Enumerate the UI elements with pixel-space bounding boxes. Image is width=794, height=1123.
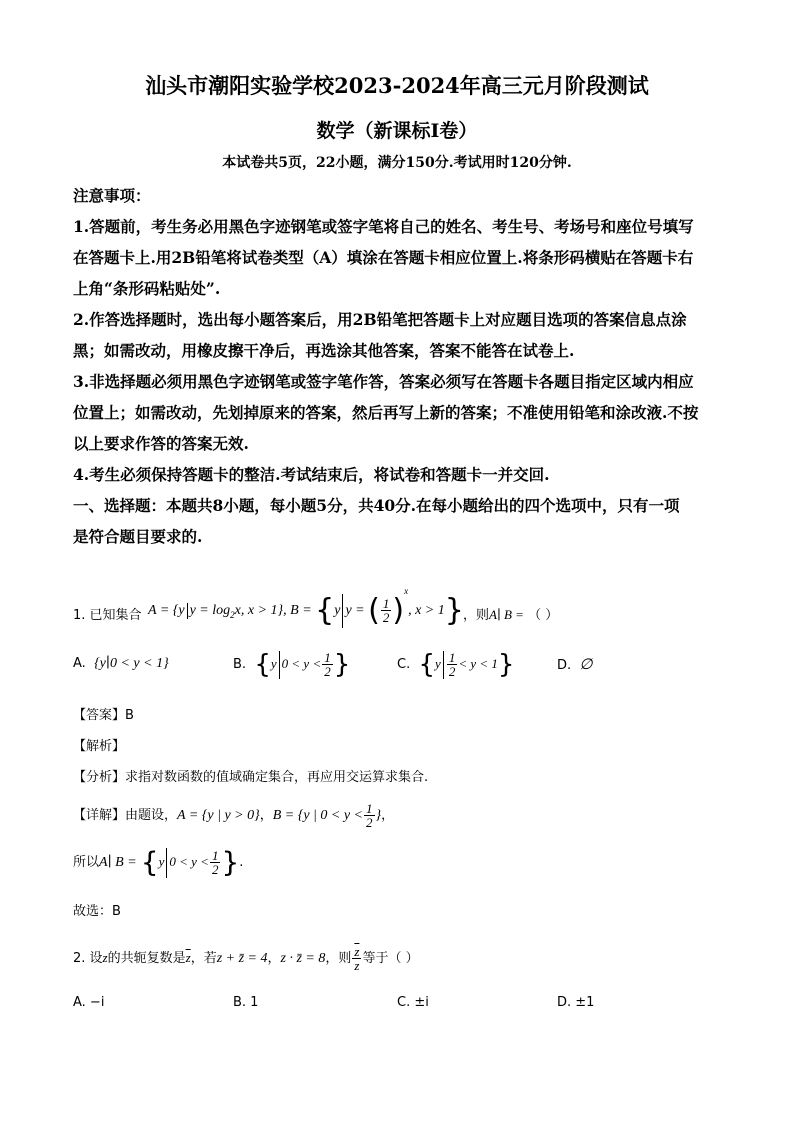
q2-option-a[interactable]: A. −i xyxy=(73,995,105,1010)
q1-choice: 故选：B xyxy=(73,904,121,919)
note-line: 4.考生必须保持答题卡的整洁.考试结束后，将试卷和答题卡一并交回. xyxy=(73,465,550,484)
q2-option-d[interactable]: D. ±1 xyxy=(557,995,595,1010)
q1-set-definition: A = {y $y = \log_2x$, x > 1}, B = {y y = ( $\frac{1}{2}$ )$^x$, x > 1} xyxy=(148,586,464,628)
exam-subtitle: 数学（新课标I卷） xyxy=(316,120,478,142)
note-line: 1.答题前，考生务必用黑色字迹钢笔或签字笔将自己的姓名、考生号、考场号和座位号填写 xyxy=(73,217,694,236)
note-line: 3.非选择题必须用黑色字迹钢笔或签字笔作答，答案必须写在答题卡各题目指定区域内相应 xyxy=(73,372,694,391)
q1-detail: 【详解】由题设，A = {y | y > 0}，B = {y | 0 < y < $\frac{1}{2}$ }， xyxy=(73,801,395,830)
exam-info: 本试卷共5页，22小题，满分150分.考试用时120分钟. xyxy=(222,155,572,171)
q2-stem: 2. 设z的共轭复数是$\overline{z}$，若z + z̄ = 4，z · z̄ = 8，则 $\frac{\overline{z}}{z}$ 等于（ ） xyxy=(73,944,419,973)
note-line: 黑；如需改动，用橡皮擦干净后，再选涂其他答案，答案不能答在试卷上. xyxy=(73,341,575,360)
section-heading: 一、选择题：本题共8小题，每小题5分，共40分.在每小题给出的四个选项中，只有一项 xyxy=(73,496,680,515)
note-line: 在答题卡上.用2B铅笔将试卷类型（A）填涂在答题卡相应位置上.将条形码横贴在答题卡右 xyxy=(73,248,694,267)
q1-answer: 【答案】B xyxy=(73,708,134,723)
q1-option-a[interactable]: A. {y∣0 < y < 1} xyxy=(73,656,169,671)
q1-option-c[interactable]: C. {y $\frac{1}{2}$ < y < 1} xyxy=(397,649,515,680)
note-line: 以上要求作答的答案无效. xyxy=(73,434,249,453)
note-line: 2.作答选择题时，选出每小题答案后，用2B铅笔把答题卡上对应题目选项的答案信息点涂 xyxy=(73,310,687,329)
note-line: 上角“条形码粘贴处”. xyxy=(73,279,221,298)
q1-option-b[interactable]: B. {y 0 < y < $\frac{1}{2}$ } xyxy=(233,649,351,680)
section-heading-cont: 是符合题目要求的. xyxy=(73,527,203,546)
q1-prefix: 1. 已知集合 xyxy=(73,608,142,623)
note-line: 位置上；如需改动，先划掉原来的答案，然后再写上新的答案；不准使用铅笔和涂改液.不按 xyxy=(73,403,699,422)
notes-heading: 注意事项： xyxy=(73,186,151,205)
q1-suffix: ，则A∣ B = （ ） xyxy=(463,607,559,623)
q2-option-b[interactable]: B. 1 xyxy=(233,995,259,1010)
q1-analysis-label: 【解析】 xyxy=(73,739,126,754)
q1-analysis: 【分析】求指对数函数的值域确定集合，再应用交运算求集合. xyxy=(73,770,429,785)
q1-option-d[interactable]: D. ∅ xyxy=(557,657,593,673)
exam-title: 汕头市潮阳实验学校2023-2024年高三元月阶段测试 xyxy=(145,73,649,98)
q1-conclusion: 所以A∣ B = {y 0 < y < $\frac{1}{2}$ }. xyxy=(73,845,244,879)
q2-option-c[interactable]: C. ±i xyxy=(397,995,429,1010)
